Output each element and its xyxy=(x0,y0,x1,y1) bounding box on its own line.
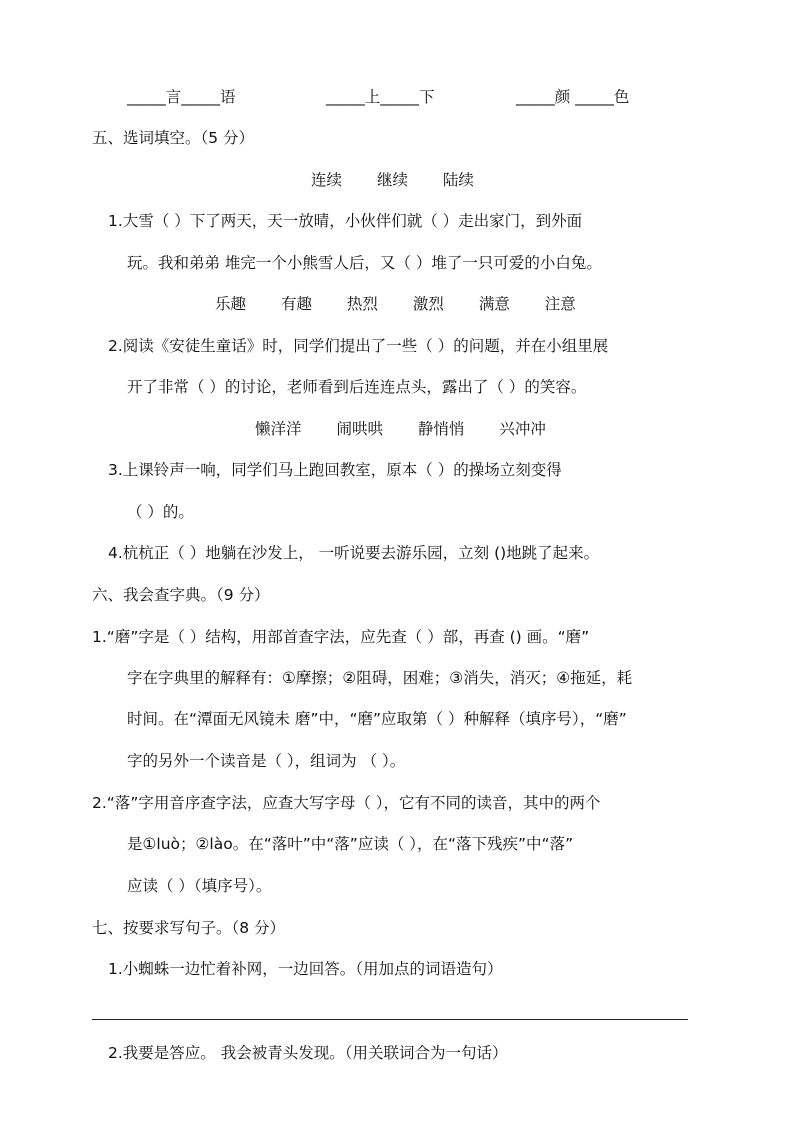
section-7-heading: 七、按要求写句子。（8 分） xyxy=(92,919,286,937)
question-5-4: 4.杭杭正（ ）地躺在沙发上， 一听说要去游乐园，立刻 ()地跳了起来。 xyxy=(108,544,600,562)
word-option: 连续 xyxy=(311,171,343,189)
word-option: 陆续 xyxy=(442,171,474,189)
word-option: 闹哄哄 xyxy=(336,420,383,438)
question-5-3-line-2: （ ）的。 xyxy=(127,503,194,521)
word-option: 继续 xyxy=(376,171,408,189)
question-6-1-line-2: 字在字典里的解释有：①摩擦；②阻碍，困难；③消失，消灭；④拖延，耗 xyxy=(127,669,633,687)
question-6-1-line-1: 1.“磨”字是（ ）结构，用部首查字法，应先查（ ）部，再查 () 画。“磨” xyxy=(92,628,590,646)
question-6-2-line-3: 应读（ ）（填序号）。 xyxy=(127,877,272,895)
section-5-heading: 五、选词填空。（5 分） xyxy=(92,129,255,147)
word-option: 乐趣 xyxy=(215,295,247,313)
word-bank-1 xyxy=(296,170,489,190)
word-option: 有趣 xyxy=(280,295,312,313)
section-6-heading: 六、我会查字典。（9 分） xyxy=(92,586,270,604)
question-7-2: 2.我要是答应。 我会被青头发现。（用关联词合为一句话） xyxy=(108,1044,508,1062)
word-bank-2 xyxy=(200,294,591,314)
word-option: 激烈 xyxy=(412,295,444,313)
question-6-2-line-2: 是①luò；②lào。在“落叶”中“落”应读（ ），在“落下残疾”中“落” xyxy=(127,835,574,853)
question-5-1-line-2: 玩。我和弟弟 堆完一个小熊雪人后，又（ ）堆了一只可爱的小白兔。 xyxy=(127,254,602,272)
question-5-3-line-1: 3.上课铃声一响，同学们马上跑回教室，原本（ ）的操场立刻变得 xyxy=(108,461,562,479)
idiom-2: _____上_____下 xyxy=(326,88,435,106)
word-bank-3 xyxy=(240,419,561,439)
question-6-1-line-3: 时间。在“潭面无风镜未 磨”中，“磨”应取第（ ）种解释（填序号），“磨” xyxy=(127,710,627,728)
word-option: 热烈 xyxy=(346,295,378,313)
question-5-1-line-1: 1.大雪（ ）下了两天，天一放晴，小伙伴们就（ ）走出家门，到外面 xyxy=(108,212,583,230)
question-6-1-line-4: 字的另外一个读音是（ ），组词为 （ ）。 xyxy=(127,752,406,770)
answer-line[interactable] xyxy=(92,1019,688,1020)
word-option: 满意 xyxy=(478,295,510,313)
question-6-2-line-1: 2.“落”字用音序查字法，应查大写字母（ ），它有不同的读音，其中的两个 xyxy=(92,794,601,812)
word-option: 注意 xyxy=(544,295,576,313)
word-option: 静悄悄 xyxy=(417,420,465,438)
word-option: 懒洋洋 xyxy=(255,420,302,438)
question-7-1: 1.小蜘蛛一边忙着补网，一边回答。（用加点的词语造句） xyxy=(108,960,503,978)
question-5-2-line-1: 2.阅读《安徒生童话》时，同学们提出了一些（ ）的问题，并在小组里展 xyxy=(108,337,609,355)
question-5-2-line-2: 开了非常（ ）的讨论，老师看到后连连点头，露出了（ ）的笑容。 xyxy=(127,378,587,396)
idiom-3: _____颜 _____色 xyxy=(516,88,630,106)
idiom-1: _____言_____语 xyxy=(127,88,236,106)
word-option: 兴冲冲 xyxy=(499,420,546,438)
